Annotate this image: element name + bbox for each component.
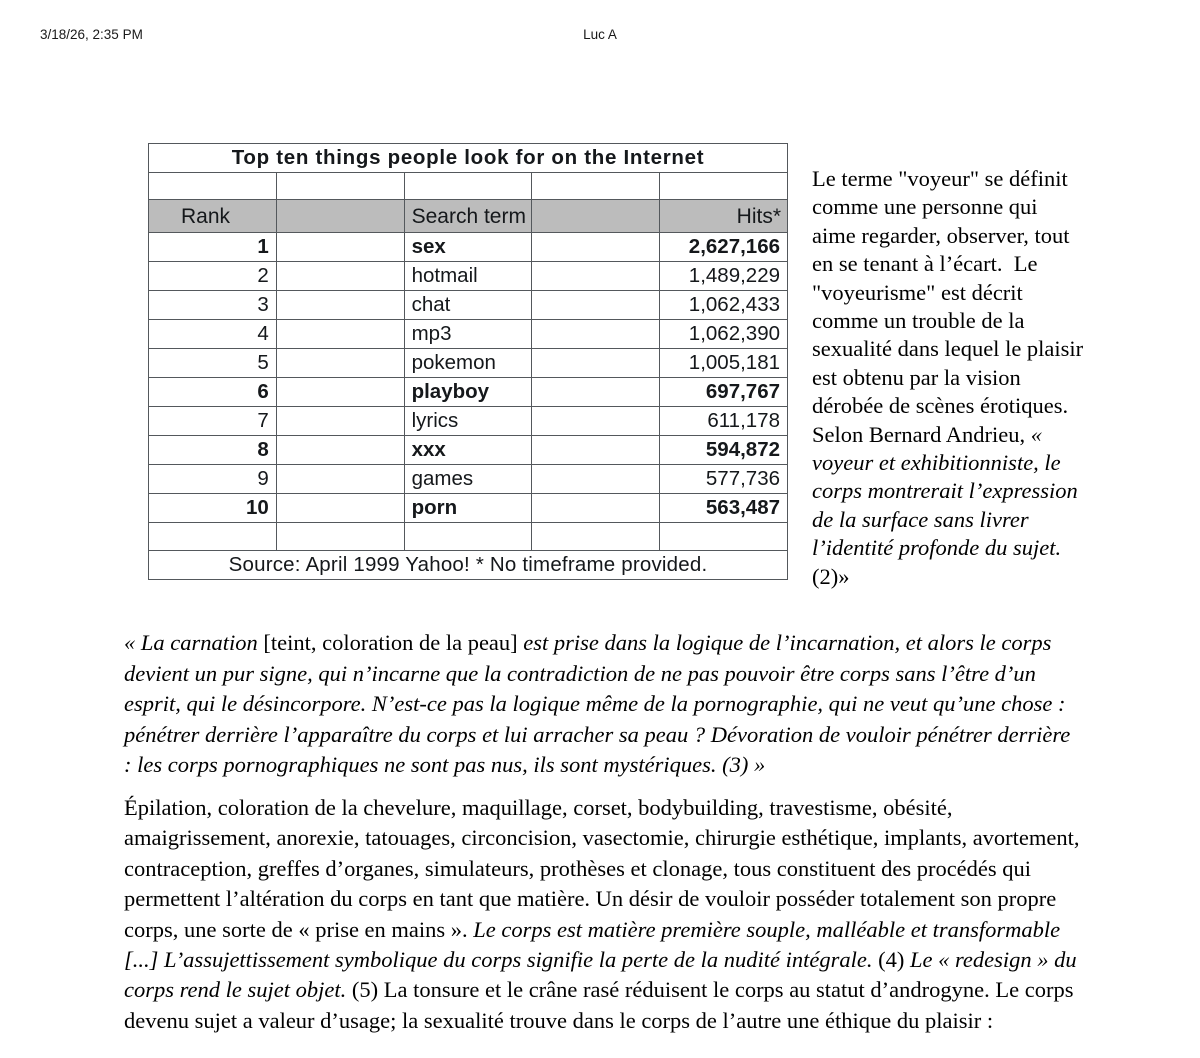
cell-empty-1 [276,494,404,523]
table-row [149,320,788,349]
cell-search-term: sex [404,233,532,262]
spacer-cell [532,173,660,200]
cell-search-term: hotmail [404,262,532,291]
table-row [149,465,788,494]
cell-empty-2 [532,262,660,291]
cell-empty-2 [532,436,660,465]
cell-empty-1 [276,407,404,436]
side-text-part2: (2)» [812,535,1067,589]
table-spacer-row [149,173,788,200]
table-row [149,349,788,378]
table-row [149,291,788,320]
cell-search-term: porn [404,494,532,523]
header-timestamp: 3/18/26, 2:35 PM [40,27,143,42]
header-document-title: Luc A [583,27,617,42]
spacer-cell [276,173,404,200]
cell-hits: 1,005,181 [660,349,788,378]
cell-empty-2 [532,407,660,436]
column-header-search-term: Search term [404,200,532,233]
body-paragraph [124,793,1086,1036]
cell-hits: 1,489,229 [660,262,788,291]
column-header-rank: Rank [149,200,277,233]
cell-rank: 1 [149,233,277,262]
table-row [149,407,788,436]
column-header-hits: Hits* [660,200,788,233]
body-segment-5: (5) La tonsure et le crâne rasé réduisent le corps au statut d’androgyne. Le corps devenu sujet a valeur d’usage; la sexualité trouve dans le corps de l’autre une éthique du plaisir : [124,977,1080,1033]
spacer-cell [660,523,788,551]
cell-rank: 7 [149,407,277,436]
column-header-empty-2 [532,200,660,233]
cell-rank: 10 [149,494,277,523]
page-header [0,27,1200,47]
table-row [149,262,788,291]
spacer-cell [149,173,277,200]
rank-table-container [148,143,788,580]
side-text-paragraph [812,165,1089,591]
cell-search-term: chat [404,291,532,320]
cell-search-term: playboy [404,378,532,407]
spacer-cell [660,173,788,200]
table-header-row [149,200,788,233]
cell-empty-1 [276,291,404,320]
cell-rank: 8 [149,436,277,465]
body-quote-italic-2: Le « redesign » du corps rend le sujet objet. [124,947,1083,1003]
column-header-empty-1 [276,200,404,233]
side-text-part1: Le terme "voyeur" se définit comme une personne qui aime regarder, observer, tout en se tenant à l’écart. Le "voyeurisme" est décrit comme un trouble de la sexualité dans lequel le plaisir est obtenu par la vision dérobée de scènes érotiques. Selon Bernard Andrieu, [812,166,1089,447]
cell-empty-2 [532,378,660,407]
cell-hits: 577,736 [660,465,788,494]
table-row [149,378,788,407]
cell-search-term: mp3 [404,320,532,349]
quoted-italic-paragraph [124,628,1082,781]
cell-search-term: xxx [404,436,532,465]
side-text-quote-italic: « voyeur et exhibitionniste, le corps montrerait l’expression de la surface sans livrer l’identité profonde du sujet. [812,421,1084,561]
cell-hits: 563,487 [660,494,788,523]
top-ten-search-terms-table [148,143,788,580]
cell-rank: 6 [149,378,277,407]
spacer-cell [404,523,532,551]
cell-empty-1 [276,436,404,465]
quote-segment-1: « La carnation [124,630,264,655]
table-source-row [149,551,788,580]
spacer-cell [276,523,404,551]
cell-empty-2 [532,233,660,262]
table-source-note: Source: April 1999 Yahoo! * No timeframe provided. [149,551,788,580]
cell-empty-2 [532,349,660,378]
spacer-cell [404,173,532,200]
cell-empty-2 [532,494,660,523]
table-row [149,436,788,465]
cell-empty-2 [532,320,660,349]
cell-empty-1 [276,233,404,262]
cell-hits: 697,767 [660,378,788,407]
quote-bracket-gloss: [teint, coloration de la peau] [263,630,518,655]
cell-hits: 611,178 [660,407,788,436]
cell-empty-1 [276,378,404,407]
cell-rank: 9 [149,465,277,494]
table-title-row [149,144,788,173]
spacer-cell [532,523,660,551]
cell-empty-2 [532,465,660,494]
cell-empty-1 [276,465,404,494]
cell-hits: 1,062,433 [660,291,788,320]
cell-hits: 1,062,390 [660,320,788,349]
cell-empty-1 [276,349,404,378]
spacer-cell [149,523,277,551]
body-quote-italic-1: Le corps est matière première souple, malléable et transformable [...] L’assujettissement symbolique du corps signifie la perte de la nudité intégrale. [124,916,1066,973]
cell-empty-1 [276,320,404,349]
cell-rank: 3 [149,291,277,320]
table-footer-spacer-row [149,523,788,551]
body-citation-4: (4) [872,947,910,973]
cell-rank: 4 [149,320,277,349]
cell-rank: 5 [149,349,277,378]
cell-search-term: lyrics [404,407,532,436]
cell-search-term: games [404,465,532,494]
cell-hits: 594,872 [660,436,788,465]
cell-rank: 2 [149,262,277,291]
quote-segment-3: est prise dans la logique de l’incarnation, et alors le corps devient un pur signe, qui n’incarne que la contradiction de ne pas pouvoir être corps sans l’être d’un esprit, qui le désincorpore. N’est-ce pas la logique même de la pornographie, qui ne veut qu’une chose : pénétrer derrière l’apparaître du corps et lui arracher sa peau ? Dévoration de vouloir pénétrer derrière : les corps pornographiques ne sont pas nus, ils sont mystériques. (3) » [124,630,1076,777]
table-title: Top ten things people look for on the Internet [149,144,788,173]
table-row [149,494,788,523]
table-row [149,233,788,262]
cell-search-term: pokemon [404,349,532,378]
body-segment-1: Épilation, coloration de la chevelure, maquillage, corset, bodybuilding, travestisme, obésité, amaigrissement, anorexie, tatouages, circoncision, vasectomie, chirurgie esthétique, implants, avortement, contraception, greffes d’organes, simulateurs, prothèses et clonage, tous constituent des procédés qui permettent l’altération du corps en tant que matière. Un désir de vouloir posséder totalement son propre corps, une sorte de « prise en mains ». [124,795,1086,942]
cell-empty-1 [276,262,404,291]
cell-empty-2 [532,291,660,320]
cell-hits: 2,627,166 [660,233,788,262]
